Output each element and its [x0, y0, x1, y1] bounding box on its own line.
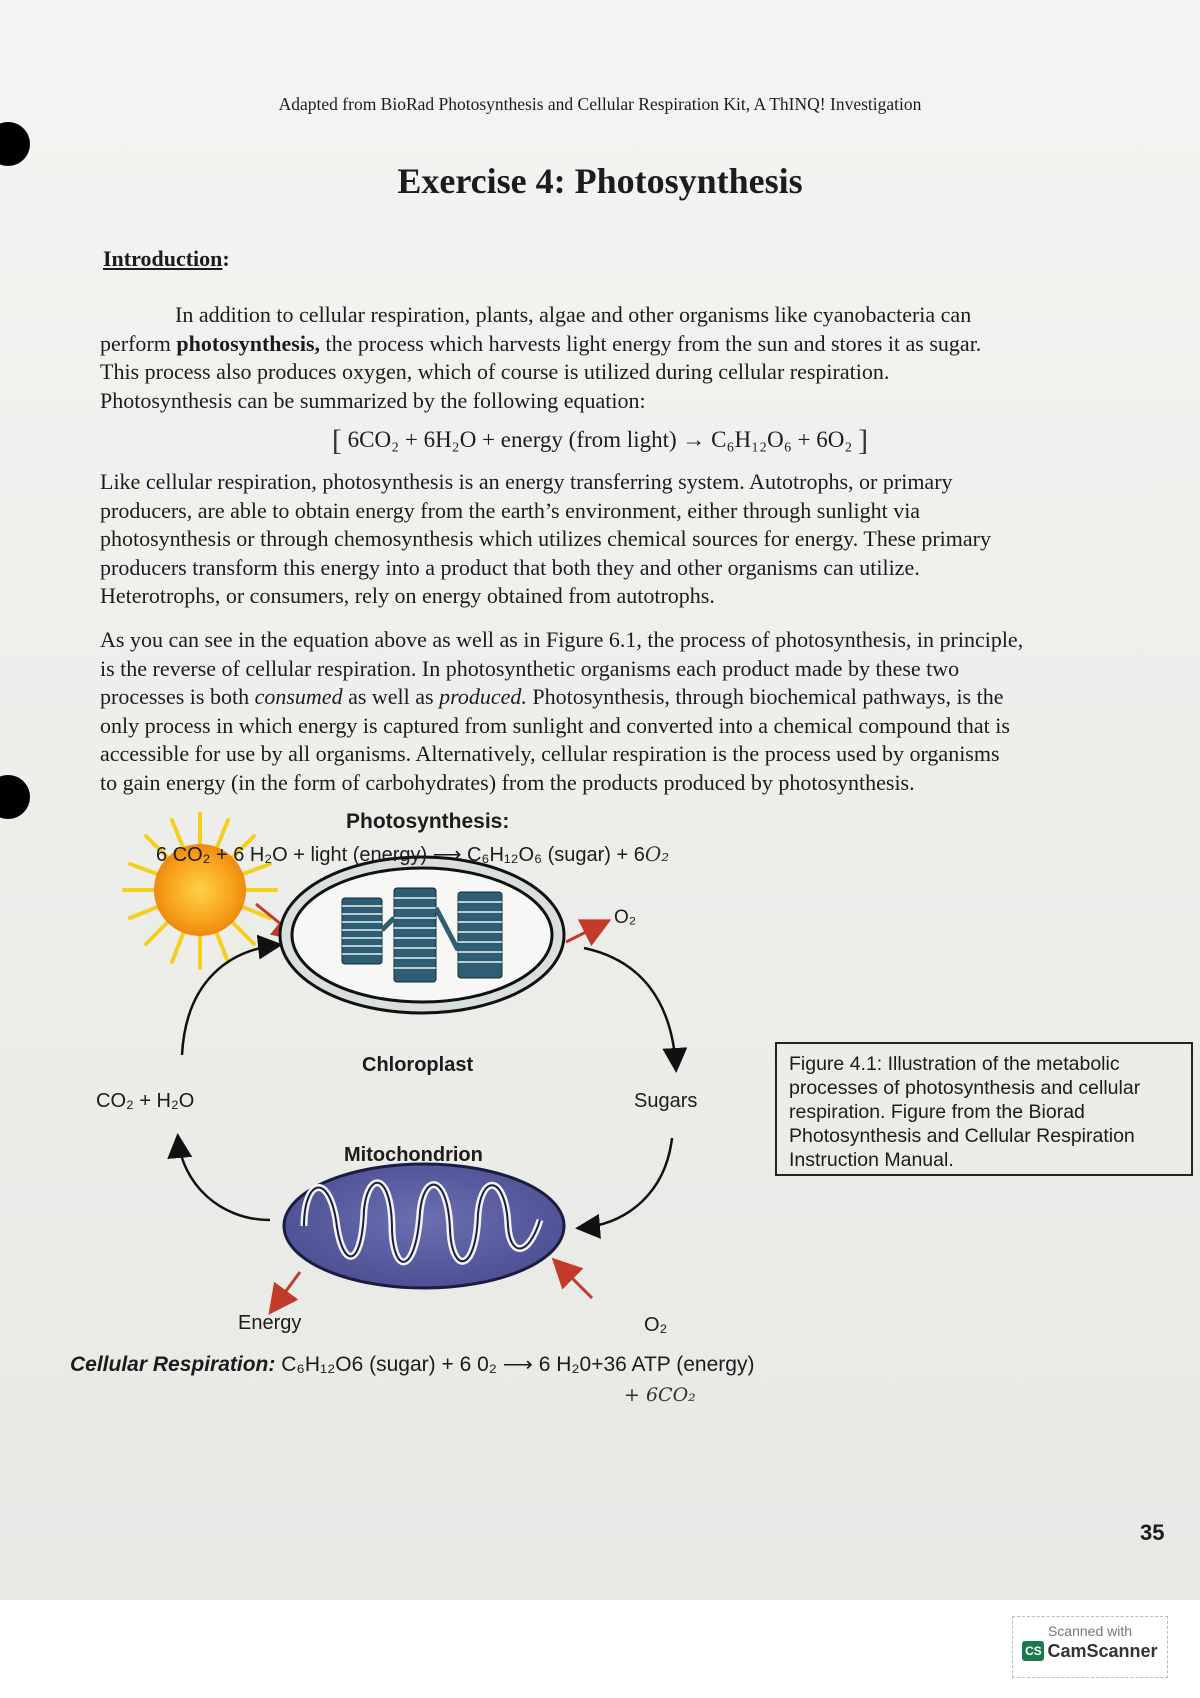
sun-icon [124, 814, 276, 968]
scanner-caption: Scanned with [1047, 1623, 1133, 1639]
para2-line-1: Like cellular respiration, photosynthesis is an energy transferring system. Autotrophs, or primary [100, 469, 953, 494]
mitochondrion-label: Mitochondrion [344, 1144, 483, 1166]
caption-line-4: Photosynthesis and Cellular Respiration [789, 1125, 1135, 1147]
para1-line-2 [100, 330, 1150, 359]
handwritten-o2-annotation: O₂ [644, 842, 670, 866]
para2-line-2: producers, are able to obtain energy from the earth’s environment, either through sunlight via [100, 497, 921, 523]
para1-line-2a: perform [100, 330, 177, 356]
o2-in-arrow-icon [556, 1262, 592, 1298]
para1-bold-term: photosynthesis, [176, 330, 321, 356]
header-note: Adapted from BioRad Photosynthesis and Cellular Respiration Kit, A ThINQ! Investigation [278, 94, 922, 114]
cycle-arrow-to-chloroplast-icon [182, 945, 278, 1055]
para3-line-1: As you can see in the equation above as well as in Figure 6.1, the process of photosynthesis, in principle, [100, 627, 1024, 652]
cycle-arrow-to-mitochondrion-icon [580, 1138, 672, 1228]
cellular-respiration-label: Cellular Respiration: [70, 1353, 276, 1376]
cycle-arrow-to-sugars-icon [584, 948, 676, 1068]
caption-line-2: processes of photosynthesis and cellular [789, 1077, 1141, 1099]
introduction-heading: Introduction: [103, 246, 230, 271]
figure-caption-box [775, 1042, 1193, 1176]
photosynthesis-figure-equation-text: 6 CO₂ + 6 H₂O + light (energy) ⟶ C₆H₁₂O₆ (sugar) + 6 [156, 844, 645, 866]
energy-out-arrow-icon [272, 1272, 300, 1310]
photosynthesis-figure-equation [156, 842, 669, 867]
o2-bottom-label: O₂ [644, 1314, 668, 1336]
para2-line-5: Heterotrophs, or consumers, rely on energy obtained from autotrophs. [100, 583, 715, 608]
para1-line-2c: the process which harvests light energy from the sun and stores it as sugar. [320, 330, 982, 356]
energy-label: Energy [238, 1312, 302, 1334]
paragraph-1 [100, 301, 1150, 415]
caption-line-1: Figure 4.1: Illustration of the metabolic [789, 1053, 1120, 1075]
chloroplast-icon [280, 857, 564, 1013]
cellular-respiration-equation-text: C₆H₁₂O6 (sugar) + 6 0₂ ⟶ 6 H₂0 [281, 1353, 592, 1376]
scanner-brand: CamScanner [1047, 1641, 1158, 1661]
chloroplast-label: Chloroplast [362, 1054, 474, 1076]
page-number: 35 [1140, 1520, 1165, 1545]
o2-out-arrow-icon [566, 922, 606, 942]
para2-line-3: photosynthesis or through chemosynthesis which utilizes chemical sources for energy. These primary [100, 526, 991, 551]
para1-line-4: Photosynthesis can be summarized by the following equation: [100, 387, 646, 413]
para3-line-5: accessible for use by all organisms. Alternatively, cellular respiration is the process used by organisms [100, 741, 1000, 766]
caption-line-5: Instruction Manual. [789, 1149, 954, 1171]
sugars-label: Sugars [634, 1090, 698, 1112]
cycle-arrow-to-co2-icon [178, 1138, 270, 1220]
equation-bracket-right: ] [858, 424, 869, 457]
para3-line-2: is the reverse of cellular respiration. In photosynthetic organisms each product made by these two [100, 655, 960, 681]
photosynthesis-figure-title: Photosynthesis: [346, 810, 510, 833]
para3-line-4: only process in which energy is captured from sunlight and converted into a chemical compound that is [100, 712, 1010, 738]
equation-bracket-left: [ [331, 424, 342, 457]
equation-lhs: 6CO₂ + 6H₂O + energy (from light) [347, 427, 677, 452]
para3-line-3e: Photosynthesis, through biochemical pathways, is the [526, 684, 1004, 709]
para3-line-6: to gain energy (in the form of carbohydrates) from the products produced by photosynthesis. [100, 769, 915, 795]
camscanner-watermark [1012, 1616, 1168, 1678]
cellular-respiration-equation [70, 1352, 754, 1377]
para1-line-3: This process also produces oxygen, which of course is utilized during cellular respiration. [100, 359, 890, 384]
para3-line-3 [100, 683, 1150, 712]
caption-line-3: respiration. Figure from the Biorad [789, 1101, 1085, 1123]
para3-produced: produced. [439, 684, 527, 709]
paragraph-3 [100, 626, 1150, 797]
handwritten-co2-annotation: + 6CO₂ [624, 1384, 696, 1406]
mitochondrion-icon [284, 1164, 564, 1288]
para3-line-3a: processes is both [100, 684, 255, 709]
introduction-heading-text: Introduction [103, 246, 223, 271]
scanner-brand-row [1013, 1641, 1167, 1662]
cellular-respiration-equation-end: +36 ATP (energy) [591, 1353, 755, 1376]
para1-line-1: In addition to cellular respiration, plants, algae and other organisms like cyanobacteria can [175, 302, 972, 327]
photosynthesis-equation [0, 424, 1200, 458]
paragraph-2 [100, 468, 1150, 611]
camscanner-logo-icon: CS [1022, 1641, 1044, 1661]
co2-h2o-label: CO₂ + H₂O [96, 1090, 195, 1112]
equation-rhs: C₆H₁₂O₆ + 6O₂ [711, 427, 853, 452]
para3-line-3c: as well as [342, 684, 440, 709]
page-title: Exercise 4: Photosynthesis [397, 161, 803, 201]
para2-line-4: producers transform this energy into a product that both they and other organisms can utilize. [100, 554, 920, 580]
para3-consumed: consumed [254, 684, 343, 709]
o2-top-label: O₂ [614, 907, 637, 928]
equation-arrow: → [682, 427, 706, 452]
